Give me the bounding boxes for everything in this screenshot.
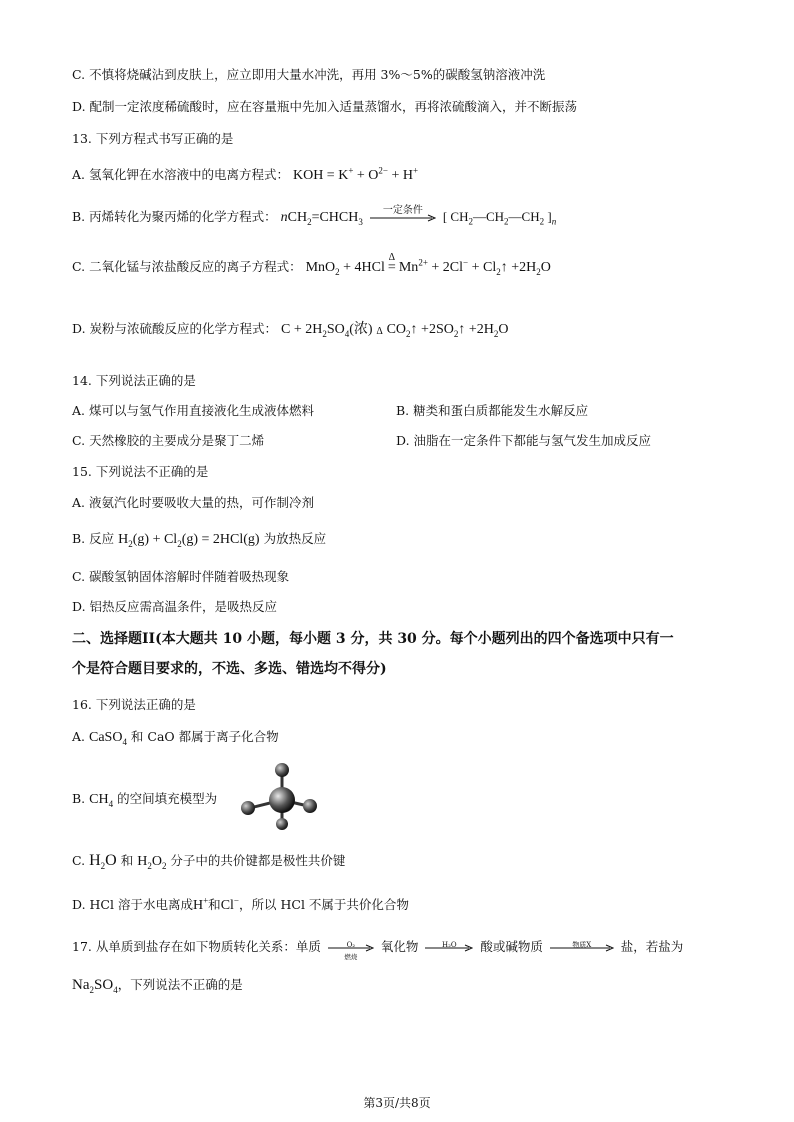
question-13: 13. 下列方程式书写正确的是 xyxy=(72,131,234,146)
option-13a-text: A. 氢氧化钾在水溶液中的电离方程式： xyxy=(72,167,289,182)
option-13a: A. 氢氧化钾在水溶液中的电离方程式： KOH = $K^+ + O^{2-} + H^+$ xyxy=(72,165,419,183)
question-16: 16. 下列说法正确的是 xyxy=(72,697,196,712)
option-14d: D. 油脂在一定条件下都能与氢气发生加成反应 xyxy=(396,433,652,448)
option-13d: D. 炭粉与浓硫酸反应的化学方程式： $C + 2H_2SO_4$(浓) Δ $CO_2↑$ $+2SO_2↑ +2H_2O$ xyxy=(72,321,509,339)
question-17-suffix: 盐，若盐为 xyxy=(620,939,684,954)
arrow-h2o xyxy=(425,940,473,952)
option-15a: A. 液氨汽化时要吸收大量的热，可作制冷剂 xyxy=(72,495,314,510)
acid-base-label: 酸或碱物质 xyxy=(480,939,543,954)
arrow-burn-label: 燃烧 xyxy=(344,952,358,961)
arrow-x-label: 物质X xyxy=(572,940,592,949)
option-14a: A. 煤可以与氢气作用直接液化生成液体燃料 xyxy=(72,403,314,418)
arrow-o2-burn xyxy=(328,940,374,961)
option-12d: D. 配制一定浓度稀硫酸时，应在容量瓶中先加入适量蒸馏水，再将浓硫酸滴入，并不断振荡 xyxy=(72,99,578,114)
question-17-prefix: 17. 从单质到盐存在如下物质转化关系：单质 xyxy=(72,939,321,954)
arrow-h2o-label: H₂O xyxy=(442,940,457,949)
question-17-line2: $Na_2SO_4$，下列说法不正确的是 xyxy=(72,977,243,995)
option-16b: B. $CH_4$ 的空间填充模型为 xyxy=(72,791,218,809)
arrow-substance-x xyxy=(550,940,614,952)
option-13b: B. 丙烯转化为聚丙烯的化学方程式： $nCH_2=CHCH_3$ 一定条件 [ $CH_2—CH_2—CH_2$ ]$_n$ xyxy=(72,208,556,227)
question-14: 14. 下列说法正确的是 xyxy=(72,373,196,388)
methane-space-filling-model-image xyxy=(238,760,322,832)
option-14b: B. 糖类和蛋白质都能发生水解反应 xyxy=(396,403,589,418)
option-16a-text: 和 CaO 都属于离子化合物 xyxy=(130,729,279,744)
question-15: 15. 下列说法不正确的是 xyxy=(72,464,209,479)
option-13c: C. 二氧化锰与浓盐酸反应的离子方程式： MnO$_2$ + 4HCl Δ = $Mn^{2+} + 2Cl^-$ + $Cl_2↑ +2H_2O$ xyxy=(72,252,551,277)
question-17-line1 xyxy=(72,938,684,961)
page-footer: 第3页/共8页 xyxy=(363,1096,431,1110)
option-15c: C. 碳酸氢钠固体溶解时伴随着吸热现象 xyxy=(72,569,290,584)
option-16b-text: 的空间填充模型为 xyxy=(117,791,218,806)
arrow-o2-label: O₂ xyxy=(346,940,356,949)
option-16a: A. CaSO$_4$ 和 CaO 都属于离子化合物 xyxy=(72,729,279,747)
option-12c: C. 不慎将烧碱沾到皮肤上，应立即用大量水冲洗，再用 3%～5%的碳酸氢钠溶液冲洗 xyxy=(72,67,546,82)
section-2-heading-line2: 个是符合题目要求的，不选、多选、错选均不得分) xyxy=(72,661,387,677)
option-14c: C. 天然橡胶的主要成分是聚丁二烯 xyxy=(72,433,265,448)
oxide-label: 氧化物 xyxy=(380,939,419,954)
option-15b-suffix: 为放热反应 xyxy=(263,531,327,546)
option-13b-text: B. 丙烯转化为聚丙烯的化学方程式： xyxy=(72,209,277,224)
option-16c: C. $H_2O$ 和 $H_2O_2$ 分子中的共价键都是极性共价键 xyxy=(72,852,346,872)
option-16c-and: 和 xyxy=(120,853,134,868)
question-17-line2-text: ，下列说法不正确的是 xyxy=(117,977,243,992)
option-15b-prefix: B. 反应 xyxy=(72,531,115,546)
option-15d: D. 铝热反应需高温条件，是吸热反应 xyxy=(72,599,278,614)
option-16d-suffix: ，所以 HCl 不属于共价化合物 xyxy=(239,897,409,912)
option-13d-text: D. 炭粉与浓硫酸反应的化学方程式： xyxy=(72,321,278,336)
option-16d-prefix: D. HCl 溶于水电离成 xyxy=(72,897,193,912)
option-16d-and: 和 xyxy=(208,897,221,912)
option-16c-text: 分子中的共价键都是极性共价键 xyxy=(170,853,346,868)
reaction-arrow xyxy=(370,204,436,222)
option-13c-text: C. 二氧化锰与浓盐酸反应的离子方程式： xyxy=(72,259,302,274)
option-15b: B. 反应 $H_2(g) + Cl_2(g) = 2HCl(g)$ 为放热反应 xyxy=(72,531,327,549)
option-16d: D. HCl 溶于水电离成H+和Cl−，所以 HCl 不属于共价化合物 xyxy=(72,895,409,913)
arrow-condition: 一定条件 xyxy=(382,204,423,216)
section-2-heading-line1: 二、选择题II(本大题共 10 小题，每小题 3 分，共 30 分。每个小题列出的四个备选项中只有一 xyxy=(72,631,674,647)
